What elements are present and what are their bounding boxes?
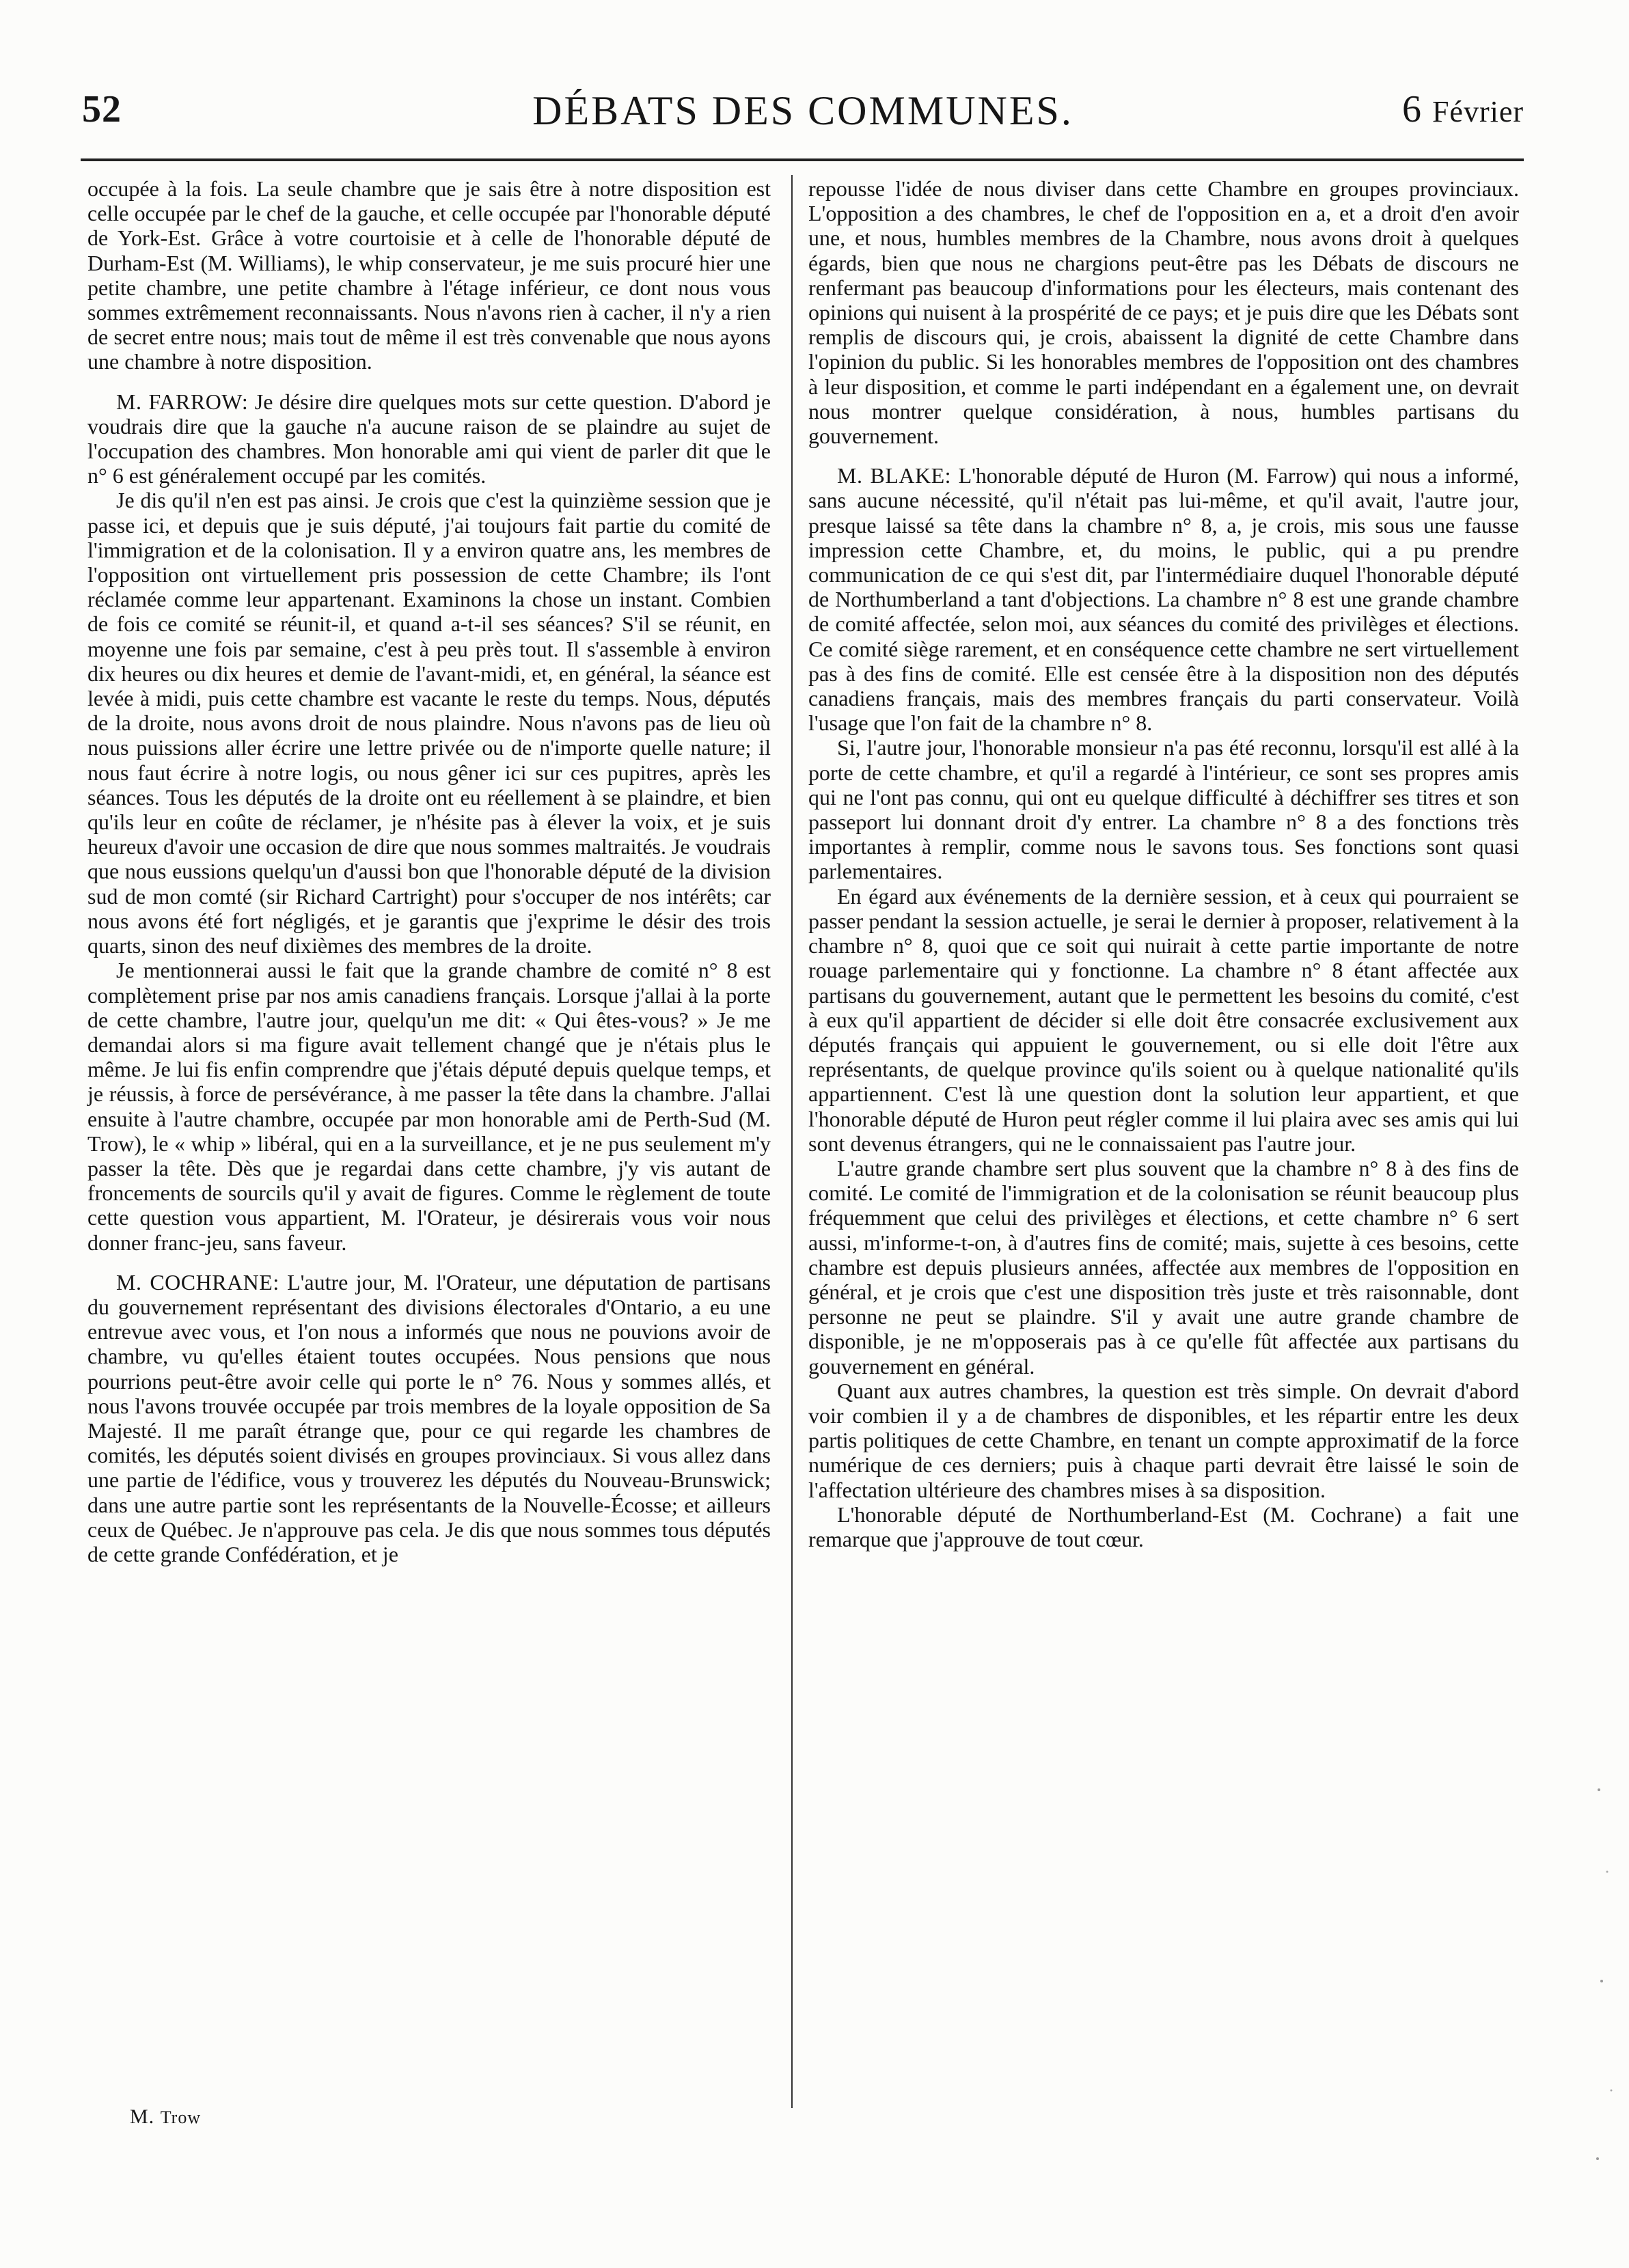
paragraph — [808, 735, 1519, 883]
paragraph — [87, 389, 771, 488]
right-column — [808, 176, 1519, 1551]
paragraph — [808, 884, 1519, 1156]
paragraph-text: repousse l'idée de nous diviser dans cette Chambre en groupes provinciaux. L'opposition a des chambres, le chef de l'opposition en a, et a droit d'en avoir une, et nous, humbles membres de la Chambre, nous avons droit à quelques égards, bien que nous ne chargions peut-être pas les Débats de discours ne renfermant pas beaucoup d'informations pour les électeurs, mais contenant des opinions qui nuisent à la prospérité de ce pays; et je puis dire que les Débats sont remplis de discours qui, je crois, abaissent la dignité de cette Chambre dans l'opinion du public. Si les honorables membres de l'opposition ont des chambres à leur disposition, et comme le parti indépendant en a également une, on devrait nous montrer quelque considération, à nous, humbles partisans du gouvernement. — [808, 176, 1519, 449]
paragraph-text: L'autre jour, M. l'Orateur, une députation de partisans du gouvernement représentant des divisions électorales d'Ontario, a eu une entrevue avec vous, et l'on nous a informés que nous ne pouvions avoir de chambre, vu qu'elles étaient toutes occupées. Nous pensions que nous pourrions peut-être avoir celle qui porte le n° 76. Nous y sommes allés, et nous l'avons trouvée occupée par trois membres de la loyale opposition de Sa Majesté. Il me paraît étrange que, pour ce qui regarde les chambres de comités, les députés soient divisés en groupes provinciaux. Si vous allez dans une partie de l'édifice, vous y trouverez les députés du Nouveau-Brunswick; dans une autre partie sont les représentants de la Nouvelle-Écosse; et ailleurs ceux de Québec. Je n'approuve pas cela. Je dis que nous sommes tous députés de cette grande Confédération, et je — [87, 1269, 771, 1566]
margin-specks — [1592, 1776, 1619, 2186]
paragraph — [808, 463, 1519, 735]
paragraph-text: Quant aux autres chambres, la question est très simple. On devrait d'abord voir combien il y a de chambres de disponibles, et les répartir entre les deux partis politiques de cette Chambre, en tenant un compte approximatif de la force numérique de ces derniers; puis à chaque parti devrait être laissé le soin de l'affectation ultérieure des chambres mises à sa disposition. — [808, 1378, 1519, 1502]
page-signature — [130, 2105, 201, 2129]
header-rule — [81, 158, 1524, 161]
header-date-month: Février — [1432, 95, 1524, 128]
paragraph — [87, 958, 771, 1254]
paragraph-text: occupée à la fois. La seule chambre que je sais être à notre disposition est celle occupée par le chef de la gauche, et celle occupée par l'honorable député de York-Est. Grâce à votre courtoisie et à celle de l'honorable député de Durham-Est (M. Williams), le whip conservateur, je me suis procuré hier une petite chambre, une petite chambre à l'étage inférieur, ce dont nous vous sommes extrêmement reconnaissants. Nous n'avons rien à cacher, il n'y a rien de secret entre nous; mais tout de même il est très convenable que nous ayons une chambre à notre disposition. — [87, 176, 771, 374]
signature-name: Trow — [160, 2107, 202, 2127]
paragraph-text: Je désire dire quelques mots sur cette question. D'abord je voudrais dire que la gauche n'a aucune raison de se plaindre au sujet de l'occupation des chambres. Mon honorable ami qui vient de parler dit que le n° 6 est généralement occupé par les comités. — [87, 389, 771, 488]
paragraph-text: L'honorable député de Northumberland-Est (M. Cochrane) a fait une remarque que j'approuve de tout cœur. — [808, 1502, 1519, 1551]
paragraph-text: L'autre grande chambre sert plus souvent que la chambre n° 8 à des fins de comité. Le comité de l'immigration et de la colonisation se réunit beaucoup plus fréquemment que celui des privilèges et élections, et cette chambre n° 6 sert aussi, m'informe-t-on, à d'autres fins de comité; mais, sujette à ces besoins, cette chambre est depuis plusieurs années, affectée aux membres de l'opposition en général, et je crois que c'est une disposition très juste et très raisonnable, dont personne ne peut se plaindre. S'il y avait une autre grande chambre de disponible, je ne m'opposerais pas à ce qu'elle fût affectée aux partisans du gouvernement en général. — [808, 1155, 1519, 1379]
column-divider — [791, 175, 793, 2108]
paragraph-text: L'honorable député de Huron (M. Farrow) qui nous a informé, sans aucune nécessité, qu'il n'était pas lui-même, et qu'il avait, l'autre jour, presque laissé sa tête dans la chambre n° 8, a, je crois, mis sous une fausse impression cette Chambre, et, du moins, le public, qui a pu prendre communication de ce qui s'est dit, par l'intermédiaire duquel l'honorable député de Northumberland a tant d'objections. La chambre n° 8 est une grande chambre de comité affectée, selon moi, aux séances du comité des privilèges et élections. Ce comité siège rarement, et en conséquence cette chambre ne sert virtuellement pas à des fins de comité. Elle est censée être à la disposition non des députés canadiens français, mais des membres français du parti conservateur. Voilà l'usage que l'on fait de la chambre n° 8. — [808, 463, 1520, 736]
paragraph-text: En égard aux événements de la dernière session, et à ceux qui pourraient se passer pendant la session actuelle, je serai le dernier à proposer, relativement à la chambre n° 8, quoi que ce soit qui nuirait à cette partie importante de notre rouage parlementaire qui y fonctionne. La chambre n° 8 étant affectée aux partisans du gouvernement, autant que le permettent les besoins du comité, c'est à eux qu'il appartient de décider si elle doit être consacrée exclusivement aux députés français qui appuient le gouvernement, ou si elle doit l'être aux représentants, de quelque province qu'ils soient ou à quelque nationalité qu'ils appartiennent. C'est là une question dont la solution leur appartient, et que l'honorable député de Huron peut régler comme il lui plaira avec ses amis qui lui sont devenus étrangers, qui ne le connaissaient pas l'autre jour. — [808, 883, 1519, 1156]
header-date-day: 6 — [1401, 88, 1422, 130]
speaker-name: M. COCHRANE: — [116, 1269, 279, 1295]
paragraph-text: Si, l'autre jour, l'honorable monsieur n'a pas été reconnu, lorsqu'il est allé à la porte de cette chambre, et qu'il a regardé à l'intérieur, ce sont ses propres amis qui ne l'ont pas connu, qui ont eu quelque difficulté à déchiffrer ses titres et son passeport lui donnant droit d'y entrer. La chambre n° 8 a des fonctions très importantes à remplir, comme nous le savons tous. Ses fonctions sont quasi parlementaires. — [808, 735, 1519, 884]
running-title: DÉBATS DES COMMUNES. — [532, 88, 1073, 133]
paragraph-text: Je dis qu'il n'en est pas ainsi. Je crois que c'est la quinzième session que je passe ici, et depuis que je suis député, j'ai toujours fait partie du comité de l'immigration et de la colonisation. Il y a environ quatre ans, les membres de l'opposition ont virtuellement pris possession de cette Chambre; ils l'ont réclamée comme leur appartenant. Examinons la chose un instant. Combien de fois ce comité se réunit-il, et quand a-t-il ses séances? S'il se réunit, en moyenne une fois par semaine, c'est à peu près tout. Il s'assemble à environ dix heures ou dix heures et demie de l'avant-midi, et, en général, la séance est levée à midi, puis cette chambre est vacante le reste du temps. Nous, députés de la droite, nous avons droit de nous plaindre. Nous n'avons pas de lieu où nous puissions aller écrire une lettre privée ou de n'importe quelle nature; il nous faut écrire à notre logis, ou nous gêner ici sur ces pupitres, après les séances. Tous les députés de la droite ont eu réellement à se plaindre, et bien qu'ils leur en coûte de réclamer, je n'hésite pas à élever la voix, et je suis heureux d'avoir une occasion de dire que nous sommes maltraités. Je voudrais que nous eussions quelqu'un d'aussi bon que l'honorable député de la division sud de mon comté (sir Richard Cartright) pour s'occuper de nos intérêts; car nous avons été fort négligés, et je garantis que j'exprime le désir des trois quarts, sinon des neuf dixièmes des membres de la droite. — [87, 488, 771, 958]
paragraph — [87, 1270, 771, 1566]
paragraph — [87, 176, 771, 374]
left-column — [87, 176, 771, 1566]
speaker-name: M. BLAKE: — [837, 463, 952, 488]
paragraph — [87, 488, 771, 958]
speaker-name: M. FARROW: — [116, 389, 249, 414]
paragraph — [808, 1379, 1519, 1502]
header-date — [1402, 87, 1524, 131]
paragraph — [808, 1502, 1519, 1551]
paragraph — [808, 176, 1519, 448]
signature-prefix: M. — [130, 2105, 155, 2128]
page-number: 52 — [82, 88, 122, 130]
paragraph — [808, 1156, 1519, 1379]
page-header — [82, 87, 1524, 142]
paragraph-text: Je mentionnerai aussi le fait que la grande chambre de comité n° 8 est complètement prise par nos amis canadiens français. Lorsque j'allai à la porte de cette chambre, l'autre jour, quelqu'un me dit: « Qui êtes-vous? » Je me demandai alors si ma figure avait tellement changé que je n'étais plus le même. Je lui fis enfin comprendre que j'étais député depuis quelque temps, et je réussis, à force de persévérance, à me passer la tête dans la chambre. J'allai ensuite à l'autre chambre, occupée par mon honorable ami de Perth-Sud (M. Trow), le « whip » libéral, qui en a la surveillance, et je ne pus seulement m'y passer la tête. Dès que je regardai dans cette chambre, j'y vis autant de froncements de sourcils qu'il y avait de figures. Comme le règlement de toute cette question vous appartient, M. l'Orateur, je désirerais vous voir nous donner franc-jeu, sans faveur. — [87, 958, 771, 1255]
